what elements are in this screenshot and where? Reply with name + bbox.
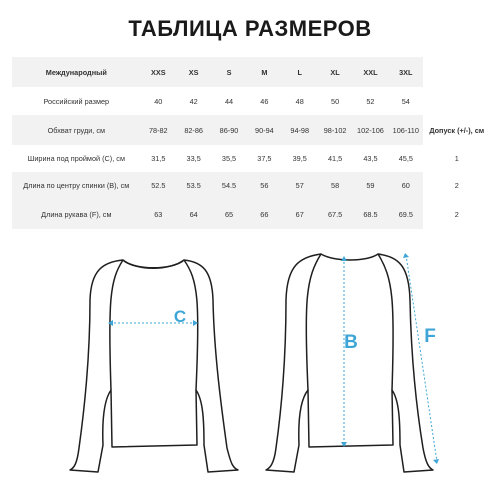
table-cell: 106-110 [388, 115, 423, 145]
table-cell: 64 [176, 199, 211, 229]
table-cell: 63 [141, 199, 176, 229]
row-label: Длина рукава (F), см [12, 199, 141, 229]
size-header: L [282, 57, 317, 87]
table-row [12, 172, 490, 199]
table-cell: 45,5 [398, 154, 413, 163]
shirt-back-icon [266, 254, 433, 472]
table-cell: 90-94 [247, 115, 282, 145]
table-cell: 60 [388, 172, 423, 199]
size-header: XXS [141, 57, 176, 87]
table-row [12, 115, 490, 145]
table-row [12, 145, 490, 172]
page-title: ТАБЛИЦА РАЗМЕРОВ [128, 16, 372, 41]
row-label: Российский размер [43, 96, 110, 106]
table-cell: 102-106 [353, 115, 388, 145]
size-header: M [247, 57, 282, 87]
table-cell: 67 [282, 199, 317, 229]
header-label: Международный [12, 57, 141, 87]
table-cell: 52.5 [141, 172, 176, 199]
table-cell: 33,5 [186, 154, 201, 163]
label-c: C [173, 307, 187, 326]
table-cell: 57 [282, 172, 317, 199]
size-header: 3XL [388, 57, 423, 87]
row-label: Длина по центру спинки (B), см [12, 172, 141, 199]
table-cell: 37,5 [257, 154, 272, 163]
label-b: B [344, 332, 358, 353]
table-cell: 59 [353, 172, 388, 199]
row-label: Ширина под проймой (C), см [27, 154, 125, 163]
size-header: XS [176, 57, 211, 87]
label-f: F [424, 326, 436, 347]
table-cell: 94-98 [282, 115, 317, 145]
table-cell: 98-102 [317, 115, 352, 145]
size-header: XL [317, 57, 352, 87]
size-header: S [211, 57, 246, 87]
table-row [12, 87, 490, 115]
table-cell: 41,5 [327, 154, 343, 163]
row-label: Обхват груди, см [12, 115, 141, 145]
garment-diagram [0, 230, 500, 500]
table-cell: 40 [154, 96, 163, 106]
size-header: XXL [353, 57, 388, 87]
table-cell: 48 [295, 96, 304, 106]
table-cell: 31,5 [151, 154, 166, 163]
table-cell: 54.5 [211, 172, 246, 199]
table-header-row [12, 57, 490, 87]
table-cell: 58 [317, 172, 352, 199]
table-cell: 66 [247, 199, 282, 229]
table-cell: 43,5 [363, 154, 378, 163]
tolerance-header: Допуск (+/-), см [423, 115, 490, 145]
table-cell: 52 [366, 96, 375, 106]
table-cell: 35,5 [221, 154, 237, 163]
table-cell: 69.5 [388, 199, 423, 229]
table-cell: 53.5 [176, 172, 211, 199]
size-table [12, 57, 490, 229]
tolerance-cell: 1 [454, 154, 459, 163]
shirt-front-icon [70, 260, 238, 472]
table-cell: 54 [401, 96, 410, 106]
table-cell: 39,5 [292, 154, 307, 163]
table-cell: 44 [224, 96, 234, 106]
table-cell: 78-82 [141, 115, 176, 145]
table-cell: 50 [331, 96, 340, 106]
table-cell: 42 [189, 96, 198, 106]
tolerance-cell: 2 [423, 172, 490, 199]
table-row [12, 199, 490, 229]
tolerance-cell: 2 [423, 199, 490, 229]
table-cell: 46 [260, 96, 269, 106]
tolerance-cell [423, 87, 490, 115]
empty-cell [423, 57, 490, 87]
table-cell: 86-90 [211, 115, 246, 145]
table-cell: 68.5 [353, 199, 388, 229]
table-cell: 82-86 [176, 115, 211, 145]
table-cell: 67.5 [317, 199, 352, 229]
table-cell: 56 [247, 172, 282, 199]
table-cell: 65 [211, 199, 246, 229]
